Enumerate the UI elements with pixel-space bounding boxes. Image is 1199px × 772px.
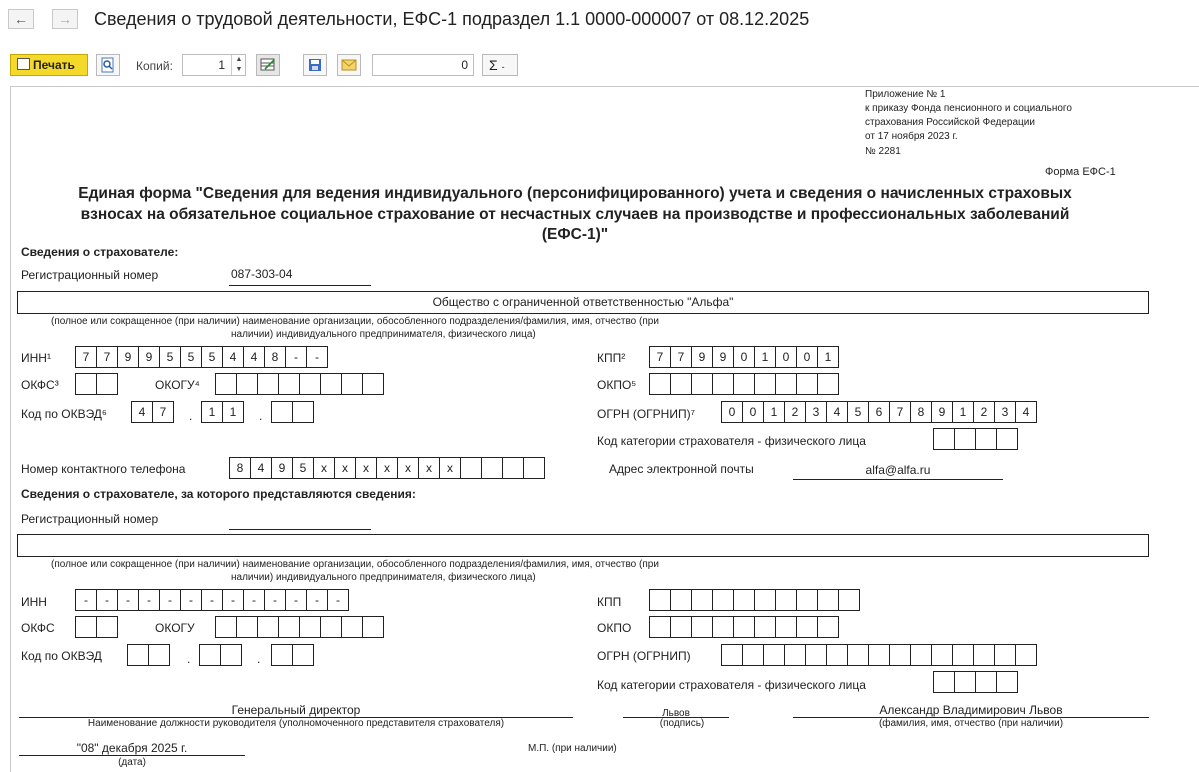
digit-cell[interactable]: 1: [763, 401, 785, 423]
digit-cell[interactable]: 4: [243, 346, 265, 368]
sign-position-field[interactable]: [19, 703, 573, 718]
s1-email-field[interactable]: [793, 465, 1003, 480]
digit-cell[interactable]: -: [285, 346, 307, 368]
digit-cell[interactable]: -: [285, 589, 307, 611]
sign-date-hint: (дата): [118, 757, 146, 768]
digit-cell[interactable]: -: [222, 589, 244, 611]
s2-okogu-cells[interactable]: [215, 616, 384, 638]
digit-cell[interactable]: 7: [889, 401, 911, 423]
s1-email-label: Адрес электронной почты: [609, 462, 754, 476]
digit-cell[interactable]: 1: [817, 346, 839, 368]
s1-category-label: Код категории страхователя - физического лица: [597, 434, 866, 448]
digit-cell[interactable]: -: [180, 589, 202, 611]
s1-okogu-label: ОКОГУ⁴: [155, 378, 200, 392]
digit-cell[interactable]: [996, 428, 1018, 450]
s1-ogrn-cells[interactable]: [721, 401, 1037, 423]
digit-cell[interactable]: [838, 589, 860, 611]
digit-cell[interactable]: [954, 671, 976, 693]
digit-cell[interactable]: [733, 616, 755, 638]
digit-cell[interactable]: 9: [271, 457, 293, 479]
digit-cell[interactable]: [868, 644, 890, 666]
s1-inn-cells[interactable]: [75, 346, 328, 368]
digit-cell[interactable]: [796, 616, 818, 638]
sign-date: "08" декабря 2025 г.: [76, 741, 188, 755]
s1-kpp-cells[interactable]: [649, 346, 839, 368]
digit-cell[interactable]: -: [264, 589, 286, 611]
digit-cell[interactable]: 5: [159, 346, 181, 368]
digit-cell[interactable]: [817, 616, 839, 638]
s2-reg-label: Регистрационный номер: [21, 512, 159, 526]
arrow-right-icon: →: [58, 11, 72, 27]
s1-okved-part-3[interactable]: [271, 401, 314, 423]
s1-kpp-label: КПП²: [597, 351, 626, 365]
s1-org-hint-2: наличии) индивидуального предпринимателя, физического лица): [231, 329, 536, 340]
digit-cell[interactable]: [1015, 644, 1037, 666]
digit-cell[interactable]: [712, 589, 734, 611]
digit-cell[interactable]: [933, 428, 955, 450]
s2-heading: Сведения о страхователе, за которого представляются сведения:: [21, 487, 416, 501]
digit-cell[interactable]: [220, 644, 242, 666]
digit-cell[interactable]: -: [75, 589, 97, 611]
sign-position: Генеральный директор: [231, 703, 361, 717]
sign-signature-field[interactable]: [623, 703, 729, 718]
digit-cell[interactable]: [952, 644, 974, 666]
s2-inn-label: ИНН: [21, 595, 47, 609]
digit-cell[interactable]: 0: [796, 346, 818, 368]
digit-cell[interactable]: -: [327, 589, 349, 611]
digit-cell[interactable]: [796, 589, 818, 611]
appendix-line-4: от 17 ноября 2023 г.: [865, 131, 958, 142]
digit-cell[interactable]: 9: [138, 346, 160, 368]
appendix-line-5: № 2281: [865, 146, 901, 157]
s1-reg-label: Регистрационный номер: [21, 268, 159, 282]
digit-cell[interactable]: 6: [868, 401, 890, 423]
digit-cell[interactable]: 7: [96, 346, 118, 368]
digit-cell[interactable]: [817, 589, 839, 611]
s1-reg-value: 087-303-04: [231, 267, 293, 281]
s2-org-name-field[interactable]: [17, 534, 1149, 557]
digit-cell[interactable]: 1: [952, 401, 974, 423]
s2-okfs-label: ОКФС: [21, 621, 55, 635]
digit-cell[interactable]: [796, 373, 818, 395]
digit-cell[interactable]: [754, 589, 776, 611]
digit-cell[interactable]: [733, 373, 755, 395]
digit-cell[interactable]: 4: [131, 401, 153, 423]
sign-signature-hint: (подпись): [659, 718, 705, 729]
digit-cell[interactable]: 4: [826, 401, 848, 423]
digit-cell[interactable]: [847, 644, 869, 666]
digit-cell[interactable]: [994, 644, 1016, 666]
sigma-icon: Σ: [489, 57, 498, 73]
digit-cell[interactable]: 7: [152, 401, 174, 423]
s2-inn-cells[interactable]: [75, 589, 349, 611]
s1-okved-dot-1: .: [189, 409, 193, 423]
digit-cell[interactable]: [931, 644, 953, 666]
digit-cell[interactable]: 5: [847, 401, 869, 423]
digit-cell[interactable]: [691, 373, 713, 395]
digit-cell[interactable]: -: [201, 589, 223, 611]
copies-spinner[interactable]: ▲ ▼: [231, 55, 246, 75]
digit-cell[interactable]: 9: [712, 346, 734, 368]
digit-cell[interactable]: 9: [117, 346, 139, 368]
digit-cell[interactable]: [670, 616, 692, 638]
digit-cell[interactable]: 4: [250, 457, 272, 479]
digit-cell[interactable]: [278, 373, 300, 395]
s1-org-name-field[interactable]: [17, 291, 1149, 314]
s2-okved-label: Код по ОКВЭД: [21, 649, 102, 663]
s1-okved-part-2[interactable]: [201, 401, 244, 423]
sign-stamp-label: М.П. (при наличии): [528, 743, 617, 754]
digit-cell[interactable]: [299, 373, 321, 395]
s2-kpp-cells[interactable]: [649, 589, 860, 611]
s1-phone-cells[interactable]: [229, 457, 545, 479]
digit-cell[interactable]: [775, 589, 797, 611]
sign-position-hint: Наименование должности руководителя (уполномоченного представителя страхователя): [87, 718, 505, 729]
digit-cell[interactable]: 7: [75, 346, 97, 368]
digit-cell[interactable]: 2: [784, 401, 806, 423]
s1-okogu-cells[interactable]: [215, 373, 384, 395]
s1-okved-part-1[interactable]: [131, 401, 174, 423]
s1-okfs-cells[interactable]: [75, 373, 118, 395]
digit-cell[interactable]: [292, 401, 314, 423]
digit-cell[interactable]: [502, 457, 524, 479]
digit-cell[interactable]: 2: [973, 401, 995, 423]
digit-cell[interactable]: 4: [1015, 401, 1037, 423]
s2-reg-field[interactable]: [229, 515, 371, 530]
digit-cell[interactable]: [691, 589, 713, 611]
digit-cell[interactable]: 4: [222, 346, 244, 368]
digit-cell[interactable]: [299, 616, 321, 638]
digit-cell[interactable]: [742, 644, 764, 666]
digit-cell[interactable]: [75, 616, 97, 638]
digit-cell[interactable]: 5: [292, 457, 314, 479]
digit-cell[interactable]: [975, 428, 997, 450]
s2-okogu-label: ОКОГУ: [155, 621, 195, 635]
s1-ogrn-label: ОГРН (ОГРНИП)⁷: [597, 407, 695, 421]
s1-category-cells[interactable]: [933, 428, 1018, 450]
window-title: Сведения о трудовой деятельности, ЕФС-1 подраздел 1.1 0000-000007 от 08.12.2025: [94, 9, 810, 29]
digit-cell[interactable]: x: [355, 457, 377, 479]
s2-kpp-label: КПП: [597, 595, 622, 609]
s1-okfs-label: ОКФС³: [21, 378, 59, 392]
form-title-line-3: (ЕФС-1)": [541, 226, 609, 243]
form-title-line-1: Единая форма "Сведения для ведения индивидуального (персонифицированного) учета и сведения о начисленных страховых: [78, 185, 1072, 202]
appendix-line-1: Приложение № 1: [865, 89, 946, 100]
digit-cell[interactable]: [460, 457, 482, 479]
digit-cell[interactable]: [670, 373, 692, 395]
digit-cell[interactable]: [215, 373, 237, 395]
form-label: Форма ЕФС-1: [1045, 166, 1116, 178]
s1-okved-label: Код по ОКВЭД⁶: [21, 407, 107, 421]
s1-okpo-cells[interactable]: [649, 373, 839, 395]
digit-cell[interactable]: -: [306, 589, 328, 611]
digit-cell[interactable]: [148, 644, 170, 666]
digit-cell[interactable]: -: [117, 589, 139, 611]
digit-cell[interactable]: [975, 671, 997, 693]
digit-cell[interactable]: [973, 644, 995, 666]
digit-cell[interactable]: [817, 373, 839, 395]
document-sheet: [10, 86, 1199, 772]
sign-fio-hint: (фамилия, имя, отчество (при наличии): [878, 718, 1064, 729]
digit-cell[interactable]: -: [138, 589, 160, 611]
digit-cell[interactable]: -: [306, 346, 328, 368]
digit-cell[interactable]: [341, 373, 363, 395]
digit-cell[interactable]: [341, 616, 363, 638]
digit-cell[interactable]: [754, 616, 776, 638]
sign-fio: Александр Владимирович Львов: [879, 703, 1063, 717]
digit-cell[interactable]: 3: [805, 401, 827, 423]
digit-cell[interactable]: 0: [721, 401, 743, 423]
chevron-down-icon: -: [501, 62, 505, 72]
s2-okved-dot-1: .: [187, 652, 191, 666]
s2-org-hint-1: (полное или сокращенное (при наличии) наименование организации, обособленного подразделения/фамилия, имя, отчество (при: [51, 559, 659, 570]
s1-reg-field[interactable]: [229, 267, 371, 286]
digit-cell[interactable]: 7: [649, 346, 671, 368]
s1-phone-label: Номер контактного телефона: [21, 462, 186, 476]
digit-cell[interactable]: [292, 644, 314, 666]
digit-cell[interactable]: [733, 589, 755, 611]
digit-cell[interactable]: [649, 373, 671, 395]
digit-cell[interactable]: 8: [264, 346, 286, 368]
digit-cell[interactable]: [754, 373, 776, 395]
s1-email-value: alfa@alfa.ru: [865, 463, 931, 477]
digit-cell[interactable]: [271, 401, 293, 423]
digit-cell[interactable]: [996, 671, 1018, 693]
counter-value: 0: [461, 58, 468, 72]
digit-cell[interactable]: [320, 616, 342, 638]
s1-heading: Сведения о страхователе:: [21, 245, 179, 259]
digit-cell[interactable]: 1: [222, 401, 244, 423]
appendix-line-3: страхования Российской Федерации: [865, 117, 1035, 128]
digit-cell[interactable]: x: [334, 457, 356, 479]
digit-cell[interactable]: [362, 373, 384, 395]
digit-cell[interactable]: [236, 616, 258, 638]
digit-cell[interactable]: -: [96, 589, 118, 611]
s2-okfs-cells[interactable]: [75, 616, 118, 638]
digit-cell[interactable]: [215, 616, 237, 638]
digit-cell[interactable]: 9: [691, 346, 713, 368]
s2-org-hint-2: наличии) индивидуального предпринимателя, физического лица): [231, 572, 536, 583]
s2-okved-part-3[interactable]: [271, 644, 314, 666]
s1-org-hint-1: (полное или сокращенное (при наличии) наименование организации, обособленного подразделения/фамилия, имя, отчество (при: [51, 316, 659, 327]
digit-cell[interactable]: [889, 644, 911, 666]
arrow-left-icon: ←: [14, 11, 28, 27]
digit-cell[interactable]: [775, 616, 797, 638]
digit-cell[interactable]: x: [439, 457, 461, 479]
digit-cell[interactable]: [910, 644, 932, 666]
s1-okved-dot-2: .: [259, 409, 263, 423]
digit-cell[interactable]: x: [313, 457, 335, 479]
digit-cell[interactable]: [523, 457, 545, 479]
digit-cell[interactable]: [96, 373, 118, 395]
s2-okved-part-1[interactable]: [127, 644, 170, 666]
digit-cell[interactable]: [271, 644, 293, 666]
digit-cell[interactable]: [75, 373, 97, 395]
appendix-line-2: к приказу Фонда пенсионного и социального: [865, 103, 1072, 114]
digit-cell[interactable]: [257, 373, 279, 395]
s2-okved-dot-2: .: [257, 652, 261, 666]
sign-fio-field[interactable]: [793, 703, 1149, 718]
digit-cell[interactable]: [933, 671, 955, 693]
sign-date-field[interactable]: [19, 741, 245, 756]
print-button-label: Печать: [33, 58, 75, 72]
s1-org-name: Общество с ограниченной ответственностью "Альфа": [432, 295, 734, 309]
digit-cell[interactable]: x: [397, 457, 419, 479]
digit-cell[interactable]: [805, 644, 827, 666]
s1-inn-label: ИНН¹: [21, 351, 51, 365]
copies-label: Копий:: [136, 59, 173, 73]
s1-okpo-label: ОКПО⁵: [597, 378, 637, 392]
digit-cell[interactable]: [236, 373, 258, 395]
s2-okved-part-2[interactable]: [199, 644, 242, 666]
digit-cell[interactable]: [649, 589, 671, 611]
digit-cell[interactable]: 0: [742, 401, 764, 423]
digit-cell[interactable]: [257, 616, 279, 638]
digit-cell[interactable]: x: [418, 457, 440, 479]
digit-cell[interactable]: 5: [180, 346, 202, 368]
digit-cell[interactable]: [954, 428, 976, 450]
s2-okpo-cells[interactable]: [649, 616, 839, 638]
digit-cell[interactable]: 7: [670, 346, 692, 368]
digit-cell[interactable]: 0: [733, 346, 755, 368]
digit-cell[interactable]: -: [243, 589, 265, 611]
digit-cell[interactable]: 8: [229, 457, 251, 479]
digit-cell[interactable]: 5: [201, 346, 223, 368]
sign-signature: Львов: [662, 708, 690, 719]
s2-ogrn-label: ОГРН (ОГРНИП): [597, 649, 691, 663]
digit-cell[interactable]: [775, 373, 797, 395]
s2-category-label: Код категории страхователя - физического лица: [597, 678, 866, 692]
digit-cell[interactable]: [96, 616, 118, 638]
digit-cell[interactable]: 1: [201, 401, 223, 423]
digit-cell[interactable]: [712, 373, 734, 395]
digit-cell[interactable]: [763, 644, 785, 666]
digit-cell[interactable]: [649, 616, 671, 638]
digit-cell[interactable]: x: [376, 457, 398, 479]
digit-cell[interactable]: [199, 644, 221, 666]
form-title-line-2: взносах на обязательное социальное страхование от несчастных случаев на производстве и профессиональных заболеваний: [80, 206, 1070, 223]
copies-value: 1: [218, 58, 225, 72]
digit-cell[interactable]: -: [159, 589, 181, 611]
digit-cell[interactable]: [278, 616, 300, 638]
digit-cell[interactable]: [320, 373, 342, 395]
digit-cell[interactable]: [362, 616, 384, 638]
digit-cell[interactable]: [826, 644, 848, 666]
digit-cell[interactable]: [721, 644, 743, 666]
s2-okpo-label: ОКПО: [597, 621, 632, 635]
digit-cell[interactable]: [127, 644, 149, 666]
digit-cell[interactable]: 9: [931, 401, 953, 423]
digit-cell[interactable]: 0: [775, 346, 797, 368]
digit-cell[interactable]: [670, 589, 692, 611]
digit-cell[interactable]: [691, 616, 713, 638]
s2-category-cells[interactable]: [933, 671, 1018, 693]
digit-cell[interactable]: [481, 457, 503, 479]
digit-cell[interactable]: [784, 644, 806, 666]
s2-ogrn-cells[interactable]: [721, 644, 1037, 666]
digit-cell[interactable]: 3: [994, 401, 1016, 423]
digit-cell[interactable]: 8: [910, 401, 932, 423]
digit-cell[interactable]: [712, 616, 734, 638]
digit-cell[interactable]: 1: [754, 346, 776, 368]
